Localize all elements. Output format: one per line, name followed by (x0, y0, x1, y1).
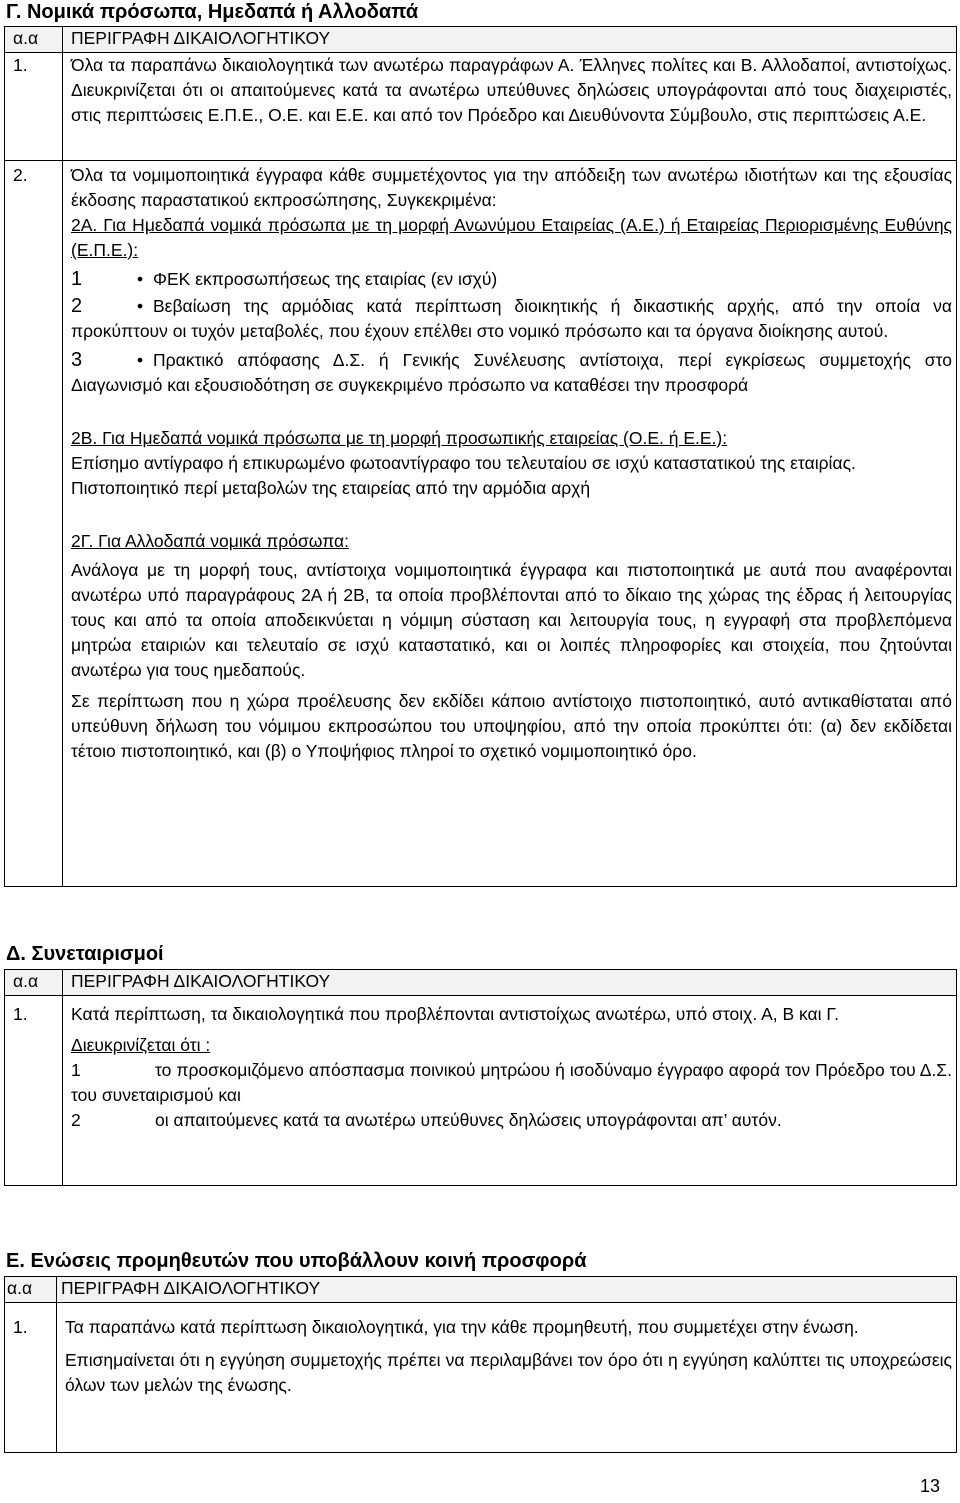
bullet-icon: • (137, 269, 144, 289)
section-g-table (4, 26, 957, 887)
paragraph: Πιστοποιητικό περί μεταβολών της εταιρείας από την αρμόδια αρχή (71, 478, 591, 498)
row-number: 1. (5, 996, 63, 1186)
list-item (71, 1058, 952, 1108)
row-number: 2. (5, 161, 63, 887)
section-e-table (4, 1276, 957, 1453)
section-title-g: Γ. Νομικά πρόσωπα, Ημεδαπά ή Αλλοδαπά (6, 1, 419, 23)
header-num: α.α (5, 970, 63, 996)
clarification-heading: Διευκρινίζεται ότι : (71, 1035, 211, 1055)
subheading-2a: 2Α. Για Ημεδαπά νομικά πρόσωπα με τη μορφή Ανωνύμου Εταιρείας (Α.Ε.) ή Εταιρείας Περιορισμένης Ευθύνης (Ε.Π.Ε.): (71, 215, 952, 260)
bullet-icon: • (137, 350, 144, 370)
item-number: 2 (71, 1110, 81, 1130)
paragraph: Επισημαίνεται ότι η εγγύηση συμμετοχής πρέπει να περιλαμβάνει τον όρο ότι η εγγύηση καλύπτει τις υποχρεώσεις όλων των μελών της ένωσης. (65, 1350, 952, 1395)
list-item (71, 294, 952, 344)
list-item (71, 348, 952, 398)
paragraph: Κατά περίπτωση, τα δικαιολογητικά που προβλέπονται αντιστοίχως ανωτέρω, υπό στοιχ. Α, Β και Γ. (71, 1004, 839, 1024)
section-title-e: Ε. Ενώσεις προμηθευτών που υποβάλλουν κοινή προσφορά (6, 1250, 587, 1272)
item-number: 1 (71, 268, 83, 290)
table-header-row (5, 1277, 957, 1303)
item-text: το προσκομιζόμενο απόσπασμα ποινικού μητρώου ή ισοδύναμο έγγραφο αφορά τον Πρόεδρο του Δ.Σ. του συνεταιρισμού και (71, 1060, 952, 1105)
list-item (71, 1108, 952, 1133)
item-text: Πρακτικό απόφασης Δ.Σ. ή Γενικής Συνέλευσης αντίστοιχα, περί εγκρίσεως συμμετοχής στο Διαγωνισμό και εξουσιοδότηση σε συγκεκριμένο πρόσωπο να καταθέσει την προσφορά (71, 350, 952, 395)
header-num: α.α (5, 27, 63, 53)
paragraph: Ανάλογα με τη μορφή τους, αντίστοιχα νομιμοποιητικά έγγραφα και πιστοποιητικά με αυτά που αναφέρονται ανωτέρω υπό παραγράφους 2Α ή 2Β, τα οποία προβλέπονται από το δίκαιο της χώρας της έδρας ή λειτουργίας τους και από τα οποία αποδεικνύεται η νόμιμη σύσταση και λειτουργία τους, η εγγραφή στα προβλεπόμενα μητρώα εταιριών και τελευταίο σε ισχύ καταστατικό, και οι λοιπές πληροφορίες και στοιχεία, που ζητούνται ανωτέρω για τους ημεδαπούς. (71, 560, 952, 680)
table-header-row (5, 27, 957, 53)
row-text: Όλα τα παραπάνω δικαιολογητικά των ανωτέρω παραγράφων Α. Έλληνες πολίτες και Β. Αλλοδαποί, αντιστοίχως. Διευκρινίζεται ότι οι απαιτούμενες κατά τα ανωτέρω υπεύθυνες δηλώσεις υπογράφονται από τους διαχειριστές, στις περιπτώσεις Ε.Π.Ε., Ο.Ε. και Ε.Ε. και από τον Πρόεδρο και Διευθύνοντα Σύμβουλο, στις περιπτώσεις Α.Ε. (63, 53, 957, 161)
item-number: 1 (71, 1060, 81, 1080)
row-content (63, 161, 957, 887)
subheading-2c: 2Γ. Για Αλλοδαπά νομικά πρόσωπα: (71, 531, 350, 551)
table-row (5, 53, 957, 161)
table-row (5, 996, 957, 1186)
list-item (71, 267, 952, 292)
item-text: ΦΕΚ εκπροσωπήσεως της εταιρίας (εν ισχύ) (153, 269, 498, 289)
paragraph: Επίσημο αντίγραφο ή επικυρωμένο φωτοαντίγραφο του τελευταίου σε ισχύ καταστατικού της εταιρίας. (71, 453, 856, 473)
header-num: α.α (5, 1277, 57, 1303)
row-content (63, 996, 957, 1186)
paragraph: Σε περίπτωση που η χώρα προέλευσης δεν εκδίδει κάποιο αντίστοιχο πιστοποιητικό, αυτό αντικαθίσταται από υπεύθυνη δήλωση του νόμιμου εκπροσώπου του υποψηφίου, από την οποία προκύπτει ότι: (α) δεν εκδίδεται τέτοιο πιστοποιητικό, και (β) ο Υποψήφιος πληροί το σχετικό νομιμοποιητικό όρο. (71, 691, 952, 761)
header-desc: ΠΕΡΙΓΡΑΦΗ ΔΙΚΑΙΟΛΟΓΗΤΙΚΟΥ (63, 970, 957, 996)
header-desc: ΠΕΡΙΓΡΑΦΗ ΔΙΚΑΙΟΛΟΓΗΤΙΚΟΥ (63, 27, 957, 53)
header-desc: ΠΕΡΙΓΡΑΦΗ ΔΙΚΑΙΟΛΟΓΗΤΙΚΟΥ (57, 1277, 957, 1303)
section-title-d: Δ. Συνεταιρισμοί (6, 943, 164, 965)
item-number: 2 (71, 295, 83, 317)
table-header-row (5, 970, 957, 996)
row-number: 1. (5, 53, 63, 161)
item-text: Βεβαίωση της αρμόδιας κατά περίπτωση διοικητικής ή δικαστικής αρχής, από την οποία να προκύπτουν οι τυχόν μεταβολές, που έχουν επέλθει στο νομικό πρόσωπο και τα όργανα διοίκησης αυτού. (71, 296, 952, 341)
table-row (5, 161, 957, 887)
item-number: 3 (71, 349, 83, 371)
table-row (5, 1303, 957, 1453)
bullet-icon: • (137, 296, 144, 316)
row-number: 1. (5, 1303, 57, 1453)
subheading-2b: 2Β. Για Ημεδαπά νομικά πρόσωπα με τη μορφή προσωπικής εταιρείας (Ο.Ε. ή Ε.Ε.): (71, 428, 728, 448)
item-text: οι απαιτούμενες κατά τα ανωτέρω υπεύθυνες δηλώσεις υπογράφονται απ’ αυτόν. (155, 1110, 782, 1130)
paragraph: Τα παραπάνω κατά περίπτωση δικαιολογητικά, για την κάθε προμηθευτή, που συμμετέχει στην ένωση. (65, 1317, 859, 1337)
page-number: 13 (919, 1476, 940, 1496)
section-d-table (4, 969, 957, 1186)
paragraph: Όλα τα νομιμοποιητικά έγγραφα κάθε συμμετέχοντος για την απόδειξη των ανωτέρω ιδιοτήτων και της εξουσίας έκδοσης παραστατικού εκπροσώπησης, Συγκεκριμένα: (71, 165, 952, 210)
row-content (57, 1303, 957, 1453)
